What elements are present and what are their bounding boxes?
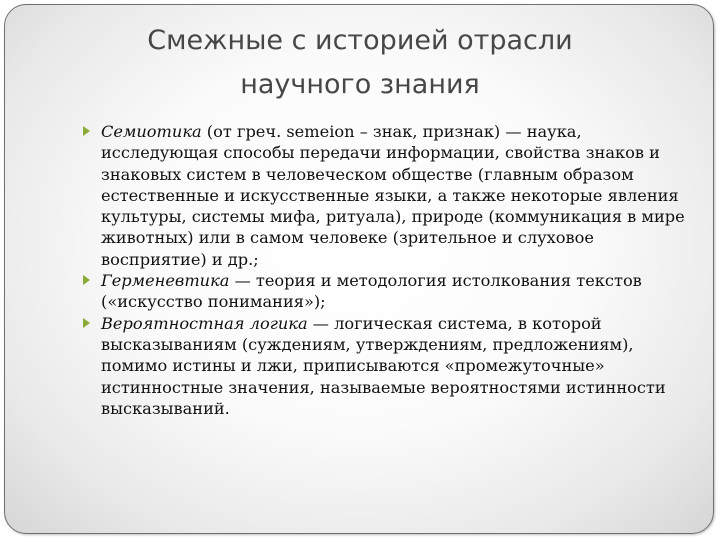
triangle-bullet-icon (83, 318, 90, 328)
triangle-bullet-icon (83, 126, 90, 136)
term-hermeneutics: Герменевтика (101, 271, 230, 291)
slide-title-line-1: Смежные с историей отрасли (147, 25, 573, 56)
definition-semiotics: (от греч. semeion – знак, признак) — наука, исследующая способы передачи информации, свойства знаков и знаковых систем в человеческом обществе (главным образом естественные и искусственные языки, а также некоторые явления культуры, системы мифа, ритуала), природе (коммуникация в мире животных) или в самом человеке (зрительное и слуховое восприятие) и др.; (101, 122, 685, 269)
bullet-item-hermeneutics (101, 270, 691, 313)
term-semiotics: Семиотика (101, 122, 202, 141)
bullet-item-semiotics (101, 121, 691, 270)
definition-probabilistic-logic: — логическая система, в которой высказываниям (суждениям, утверждениям, предложениям), помимо истины и лжи, приписываются «промежуточные» истинностные значения, называемые вероятностями истинности высказываний. (101, 313, 666, 418)
slide (4, 4, 714, 534)
slide-title-line-2: научного знания (240, 69, 480, 100)
bullet-list (101, 121, 691, 419)
term-probabilistic-logic: Вероятностная логика (101, 313, 308, 333)
bullet-item-probabilistic-logic (101, 313, 691, 419)
definition-hermeneutics: — теория и методология истолкования текстов («искусство понимания»); (101, 271, 642, 312)
triangle-bullet-icon (83, 275, 90, 285)
